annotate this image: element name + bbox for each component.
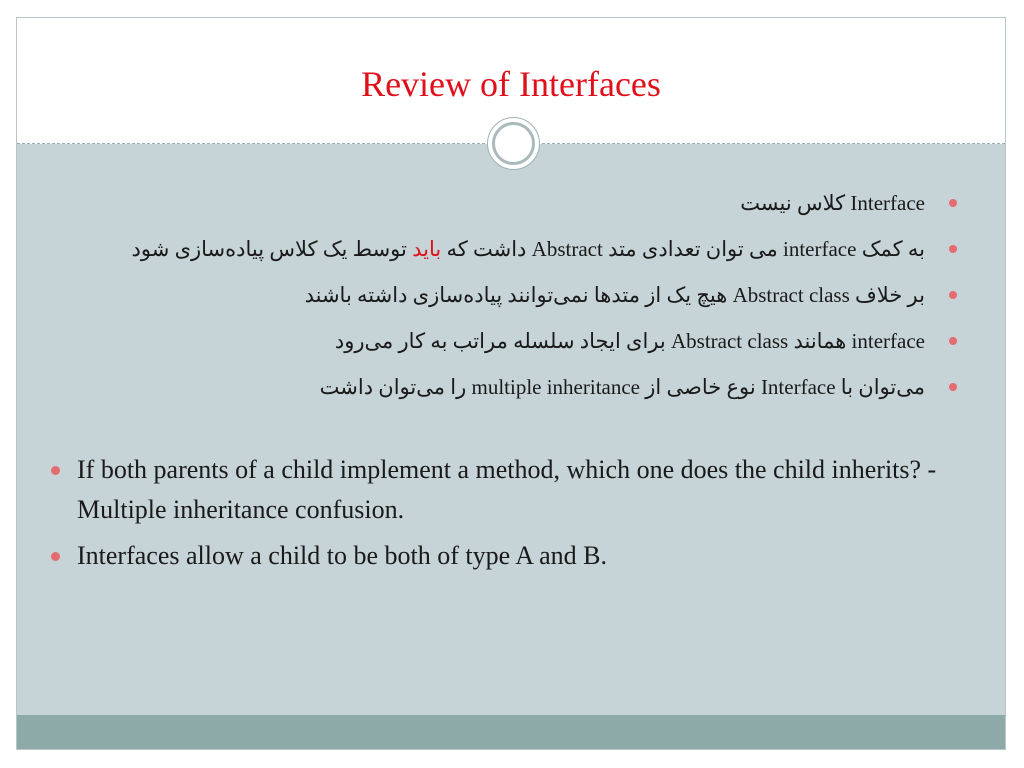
bullet-text-part: Abstract class <box>732 283 850 307</box>
slide-title: Review of Interfaces <box>361 64 661 104</box>
persian-bullet-item <box>47 180 957 226</box>
english-bullet-item <box>47 450 967 530</box>
bullet-text-part: هیچ یک از متدها نمی‌توانند پیاده‌سازی داشته باشند <box>304 283 733 307</box>
bullet-text-part: interface <box>851 329 925 353</box>
persian-bullet-item <box>47 318 957 364</box>
bullet-text-part: interface <box>783 237 857 261</box>
bullet-text-part: را می‌توان داشت <box>319 375 472 399</box>
bullet-text-part: می‌توان با <box>835 375 925 399</box>
circle-ornament-icon <box>487 117 540 170</box>
persian-bullet-item <box>47 226 957 272</box>
bullet-text-part: به کمک <box>856 237 925 261</box>
persian-bullet-item <box>47 272 957 318</box>
slide-footer-band <box>17 715 1005 749</box>
bullet-text-part: همانند <box>788 329 852 353</box>
persian-bullet-item <box>47 364 957 410</box>
bullet-dot-icon <box>51 466 60 475</box>
bullet-text-part: بر خلاف <box>849 283 925 307</box>
bullet-text-part: نوع خاصی از <box>640 375 761 399</box>
bullet-dot-icon <box>51 552 60 561</box>
slide <box>16 17 1006 750</box>
bullet-text-part: Abstract <box>531 237 603 261</box>
bullet-dot-icon <box>949 337 957 345</box>
bullet-text-part: Abstract class <box>671 329 789 353</box>
english-bullet-list <box>47 450 967 582</box>
bullet-text-part: برای ایجاد سلسله مراتب به کار می‌رود <box>334 329 671 353</box>
bullet-text: If both parents of a child implement a method, which one does the child inherits? - Multiple inheritance confusion. <box>77 455 937 524</box>
circle-ornament-inner <box>492 122 535 165</box>
bullet-dot-icon <box>949 199 957 207</box>
persian-bullet-list <box>47 180 957 410</box>
bullet-dot-icon <box>949 383 957 391</box>
bullet-dot-icon <box>949 291 957 299</box>
bullet-text-part: داشت که <box>441 237 532 261</box>
bullet-text-part: Interface <box>845 191 925 215</box>
bullet-dot-icon <box>949 245 957 253</box>
bullet-text-part: کلاس نیست <box>740 191 846 215</box>
bullet-text-part: باید <box>412 237 442 261</box>
slide-body <box>17 144 1005 716</box>
bullet-text-part: Interface <box>760 375 836 399</box>
bullet-text-part: توسط یک کلاس پیاده‌سازی شود <box>131 237 413 261</box>
bullet-text-part: multiple inheritance <box>471 375 641 399</box>
bullet-text-part: می توان تعدادی متد <box>602 237 783 261</box>
bullet-text: Interfaces allow a child to be both of type A and B. <box>77 541 607 570</box>
english-bullet-item <box>47 536 967 576</box>
